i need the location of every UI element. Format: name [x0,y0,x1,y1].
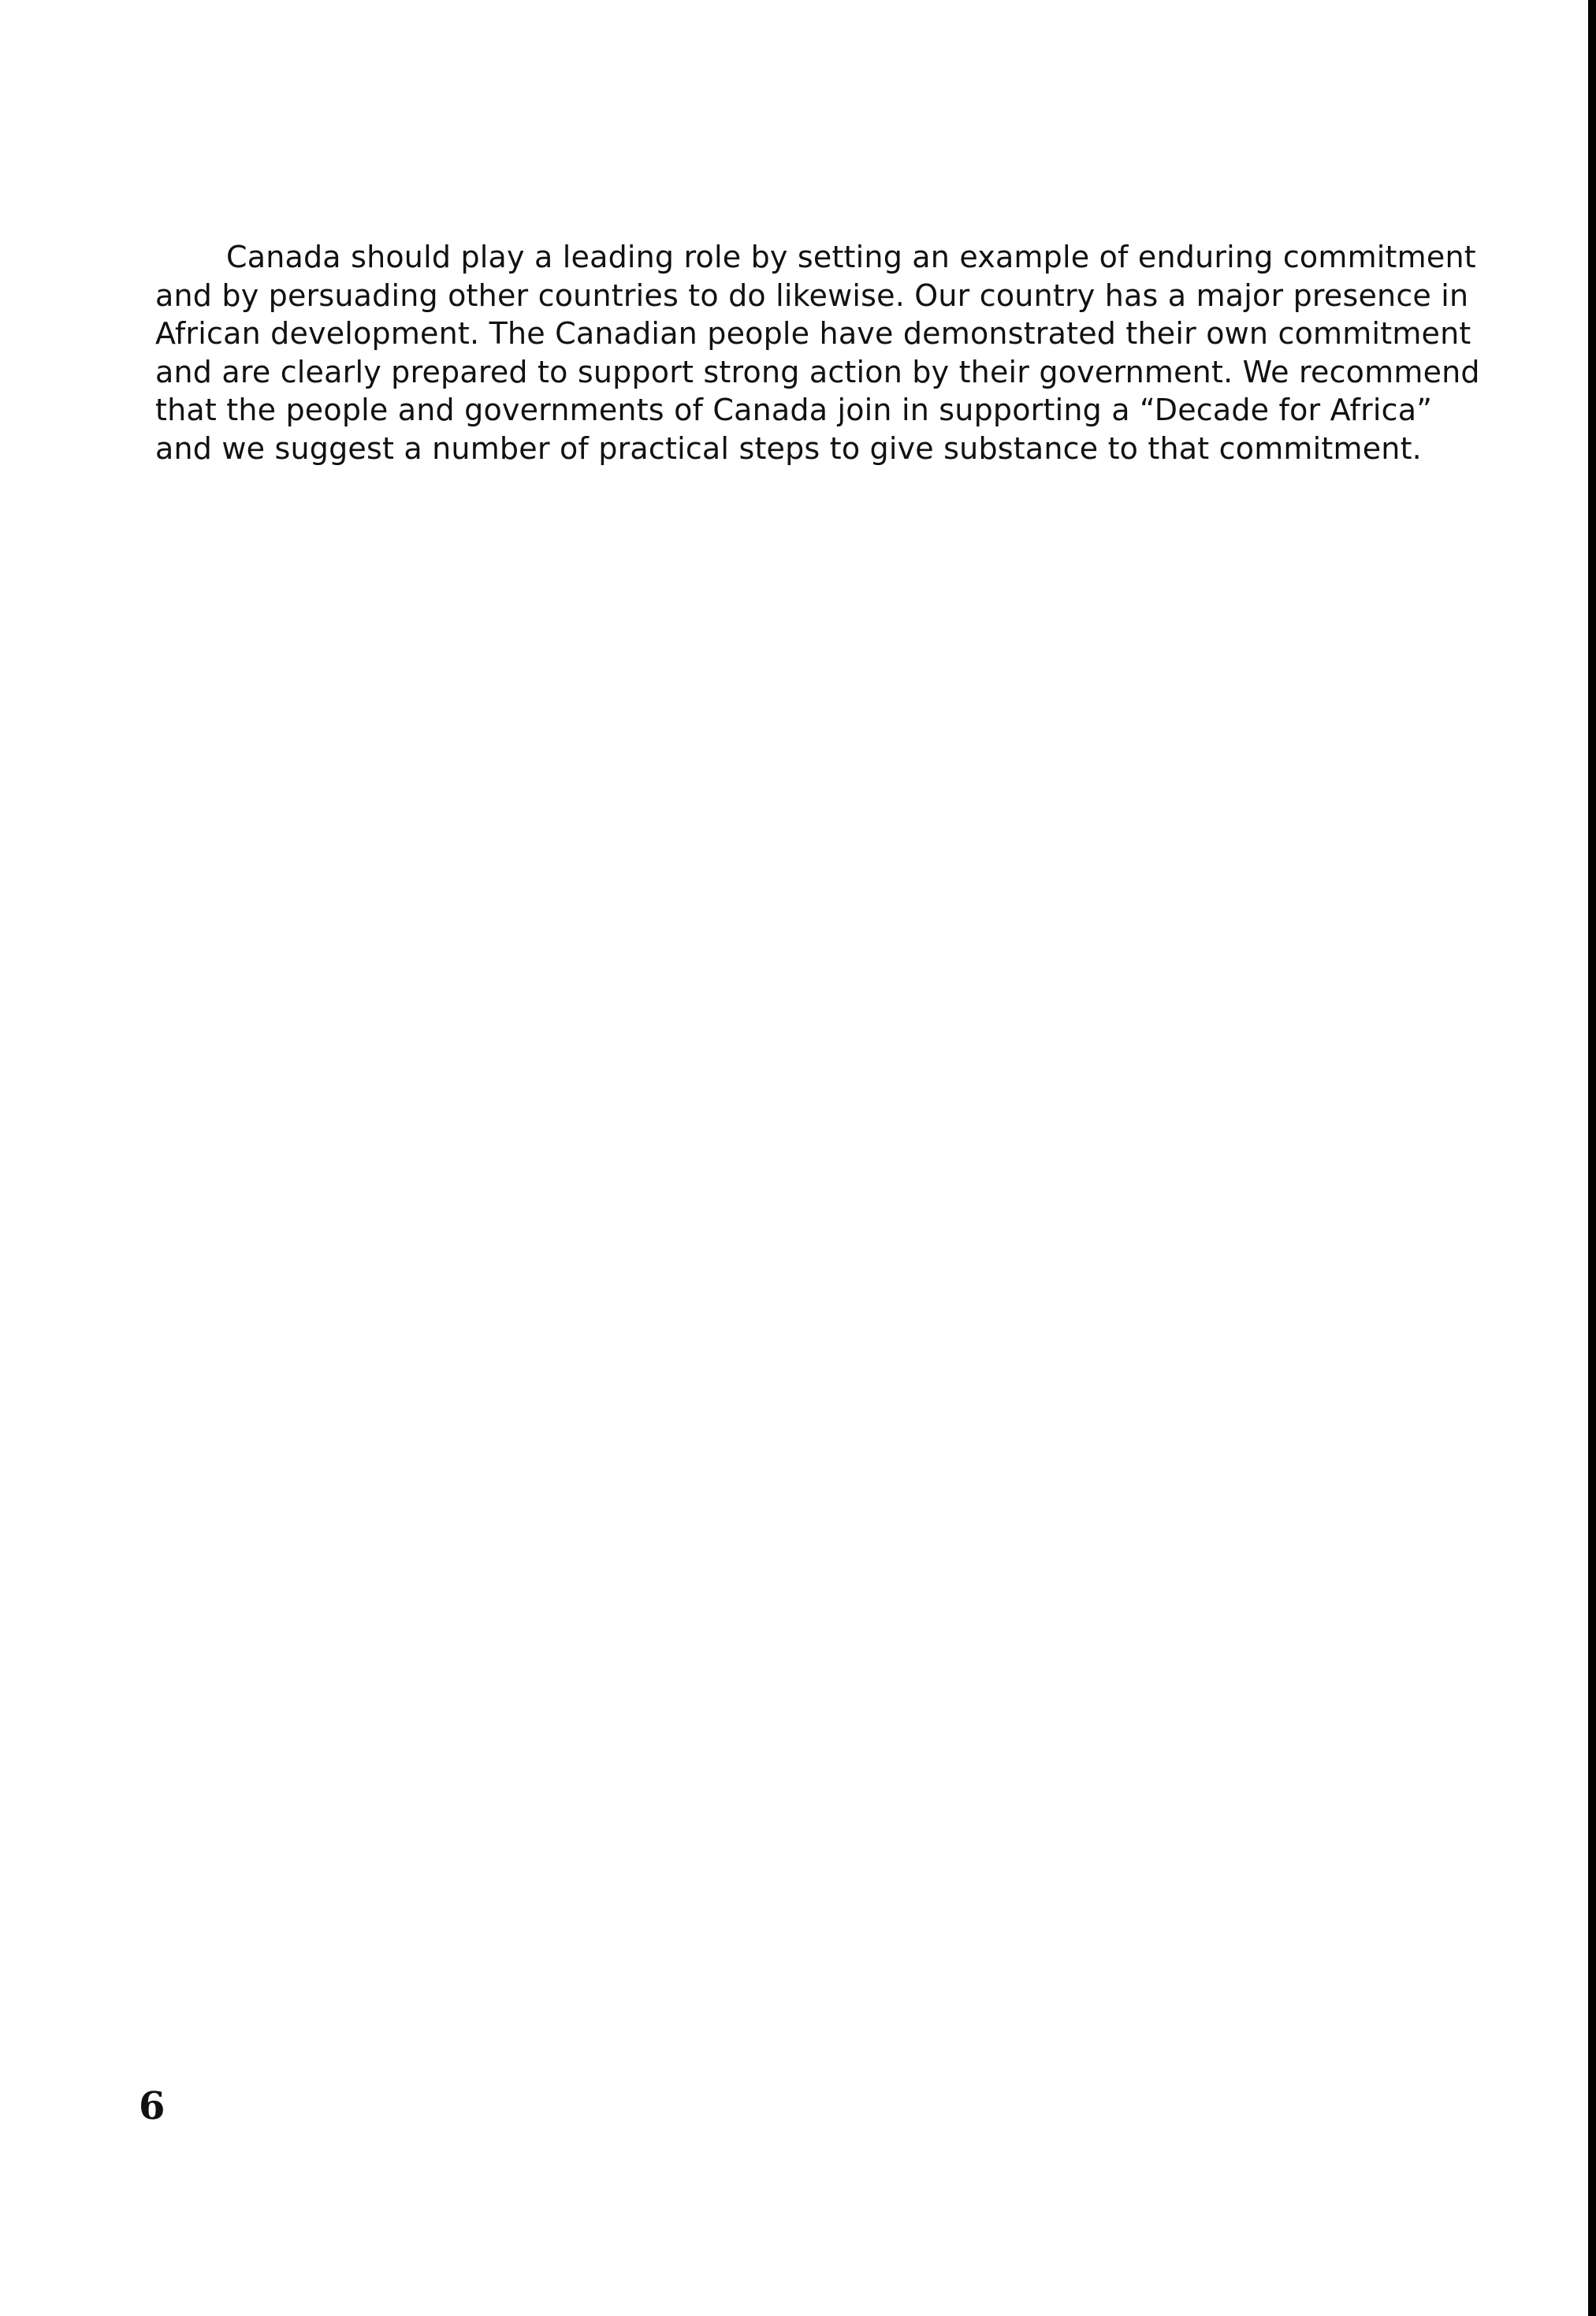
paragraph-line: and we suggest a number of practical steps to give substance to that commitment. [155,430,1422,466]
paragraph-line: that the people and governments of Canada join in supporting a “Decade for Africa” [155,393,1433,427]
page-number: 6 [139,2084,166,2128]
body-paragraph [155,238,1480,467]
paragraph-line: and by persuading other countries to do likewise. Our country has a major presence in [155,277,1469,313]
paragraph-line: and are clearly prepared to support strong action by their government. We recommend [155,354,1480,389]
paragraph-line: African development. The Canadian people have demonstrated their own commitment [155,316,1471,351]
scan-edge-border [1588,0,1596,2316]
paragraph-line: Canada should play a leading role by setting an example of enduring commitment [226,240,1476,274]
